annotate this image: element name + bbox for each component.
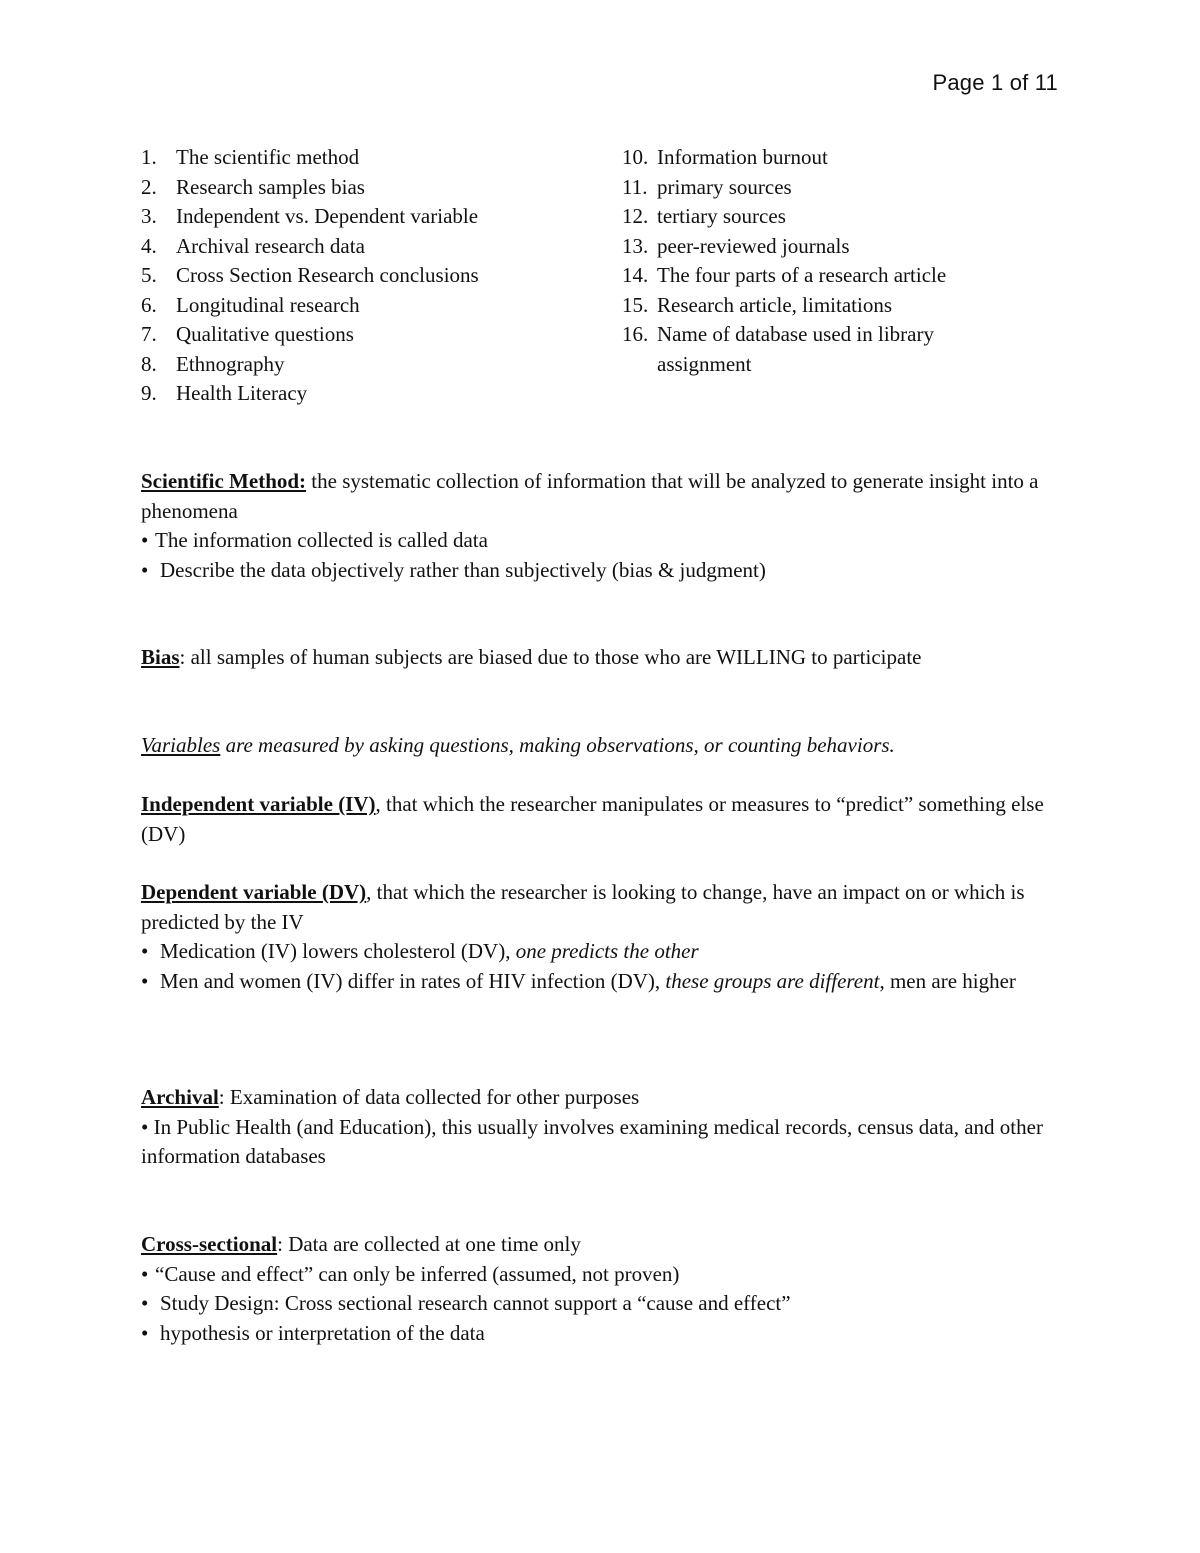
section-archival — [141, 1083, 1066, 1172]
topic-number: 6. — [141, 292, 157, 317]
scientific-method-text: the systematic collection of information that will be analyzed to generate insight into a phenomena — [141, 469, 1039, 523]
cross-sectional-text: : Data are collected at one time only — [277, 1232, 581, 1256]
topic-text: primary sources — [657, 174, 792, 199]
topic-number: 15. — [622, 292, 649, 317]
topic-number: 16. — [622, 322, 649, 346]
bullet-icon: • — [141, 1261, 149, 1286]
topic-item — [141, 173, 611, 203]
topic-item — [141, 320, 611, 350]
dependent-variable-text: , that which the researcher is looking to change, have an impact on or which is predicted by the IV — [141, 880, 1025, 934]
archival-text: : Examination of data collected for other purposes — [218, 1085, 640, 1109]
topic-list-left-column — [141, 143, 611, 409]
topic-number: 1. — [141, 145, 157, 169]
bullet-text-italic: these groups are different — [665, 968, 880, 993]
section-independent-variable — [141, 790, 1066, 849]
topic-item — [141, 291, 611, 321]
topic-number: 11. — [622, 174, 648, 199]
bullet-icon: • — [141, 968, 149, 993]
section-cross-sectional — [141, 1230, 1066, 1348]
bullet-text: Study Design: Cross sectional research cannot support a “cause and effect” — [160, 1291, 791, 1315]
bullet-item — [141, 1260, 1066, 1290]
topic-item — [622, 232, 1022, 262]
bullet-icon: • — [141, 557, 149, 582]
archival-bullet — [141, 1113, 1066, 1172]
topic-text: Independent vs. Dependent variable — [176, 204, 479, 228]
bullet-icon: • — [141, 528, 149, 552]
bullet-icon: • — [141, 939, 149, 963]
bias-term: Bias — [141, 645, 180, 669]
topic-list-right-column — [622, 143, 1022, 379]
bullet-text-plain: Medication (IV) lowers cholesterol (DV), — [160, 939, 516, 963]
bullet-text: “Cause and effect” can only be inferred (assumed, not proven) — [155, 1261, 680, 1286]
topic-item — [141, 261, 611, 291]
dependent-variable-definition — [141, 878, 1066, 937]
topic-number: 8. — [141, 351, 157, 376]
topic-number: 12. — [622, 204, 649, 228]
topic-item — [622, 143, 1022, 173]
archival-term: Archival — [141, 1085, 219, 1109]
topic-item — [622, 291, 1022, 321]
topic-number: 2. — [141, 174, 157, 199]
topic-text: Ethnography — [176, 351, 285, 376]
topic-item — [141, 143, 611, 173]
variables-text: are measured by asking questions, making observations, or counting behaviors. — [220, 733, 895, 757]
topic-text: Longitudinal research — [176, 292, 360, 317]
topic-text: The scientific method — [176, 145, 360, 169]
topic-text: Information burnout — [657, 145, 828, 169]
bullet-icon: • — [141, 1114, 154, 1139]
archival-definition — [141, 1083, 1066, 1113]
independent-variable-term: Independent variable (IV) — [141, 792, 376, 816]
bias-text: : all samples of human subjects are biased due to those who are WILLING to participate — [179, 645, 922, 669]
topic-text: peer-reviewed journals — [657, 233, 850, 258]
topic-number: 14. — [622, 263, 649, 287]
topic-text: Health Literacy — [176, 381, 308, 405]
section-dependent-variable — [141, 878, 1066, 996]
bullet-text: Describe the data objectively rather than subjectively (bias & judgment) — [160, 557, 766, 582]
bullet-text-plain: Men and women (IV) differ in rates of HIV infection (DV), — [160, 968, 666, 993]
dependent-variable-term: Dependent variable (DV) — [141, 880, 367, 904]
bullet-item — [141, 967, 1066, 997]
topic-number: 9. — [141, 381, 157, 405]
bias-definition — [141, 643, 1066, 673]
bullet-text — [160, 967, 1066, 997]
topic-number: 4. — [141, 233, 157, 258]
topic-item — [141, 202, 611, 232]
topic-text: Qualitative questions — [176, 322, 354, 346]
bullet-icon: • — [141, 1320, 149, 1345]
topic-number: 10. — [622, 145, 649, 169]
topic-number: 5. — [141, 263, 157, 287]
bullet-text-italic: one predicts the other — [515, 939, 699, 963]
section-bias — [141, 643, 1066, 673]
bullet-item — [141, 937, 1066, 967]
cross-sectional-term: Cross-sectional — [141, 1232, 278, 1256]
topic-number: 3. — [141, 204, 157, 228]
bullet-icon: • — [141, 1291, 149, 1315]
topic-item — [141, 379, 611, 409]
bullet-text: The information collected is called data — [155, 528, 488, 552]
scientific-method-term: Scientific Method: — [141, 469, 307, 493]
section-variables — [141, 731, 1066, 761]
variables-sentence — [141, 731, 1066, 761]
topic-text: Research samples bias — [176, 174, 365, 199]
topic-number: 7. — [141, 322, 157, 346]
topic-text: Research article, limitations — [657, 292, 892, 317]
bullet-text-tail: , men are higher — [879, 968, 1016, 993]
independent-variable-definition — [141, 790, 1066, 849]
topic-item — [622, 202, 1022, 232]
bullet-text: hypothesis or interpretation of the data — [160, 1320, 485, 1345]
topic-text: Archival research data — [176, 233, 365, 258]
page-number: Page 1 of 11 — [932, 70, 1058, 95]
topic-item — [622, 320, 1022, 379]
bullet-item — [141, 1289, 1066, 1319]
scientific-method-definition — [141, 467, 1066, 526]
topic-item — [141, 232, 611, 262]
topic-text: Name of database used in library assignment — [657, 322, 934, 376]
topic-text: The four parts of a research article — [657, 263, 947, 287]
variables-term: Variables — [141, 733, 221, 757]
topic-item — [622, 261, 1022, 291]
topic-text: tertiary sources — [657, 204, 786, 228]
bullet-text: In Public Health (and Education), this usually involves examining medical records, census data, and other information databases — [141, 1114, 1043, 1168]
cross-sectional-definition — [141, 1230, 1066, 1260]
bullet-item — [141, 556, 1066, 586]
independent-variable-text: , that which the researcher manipulates or measures to “predict” something else (DV) — [141, 792, 1044, 846]
bullet-item — [141, 1319, 1066, 1349]
topic-text: Cross Section Research conclusions — [176, 263, 479, 287]
bullet-text — [160, 937, 1066, 967]
topic-item — [141, 350, 611, 380]
bullet-item — [141, 526, 1066, 556]
section-scientific-method — [141, 467, 1066, 585]
topic-item — [622, 173, 1022, 203]
topic-number: 13. — [622, 233, 649, 258]
